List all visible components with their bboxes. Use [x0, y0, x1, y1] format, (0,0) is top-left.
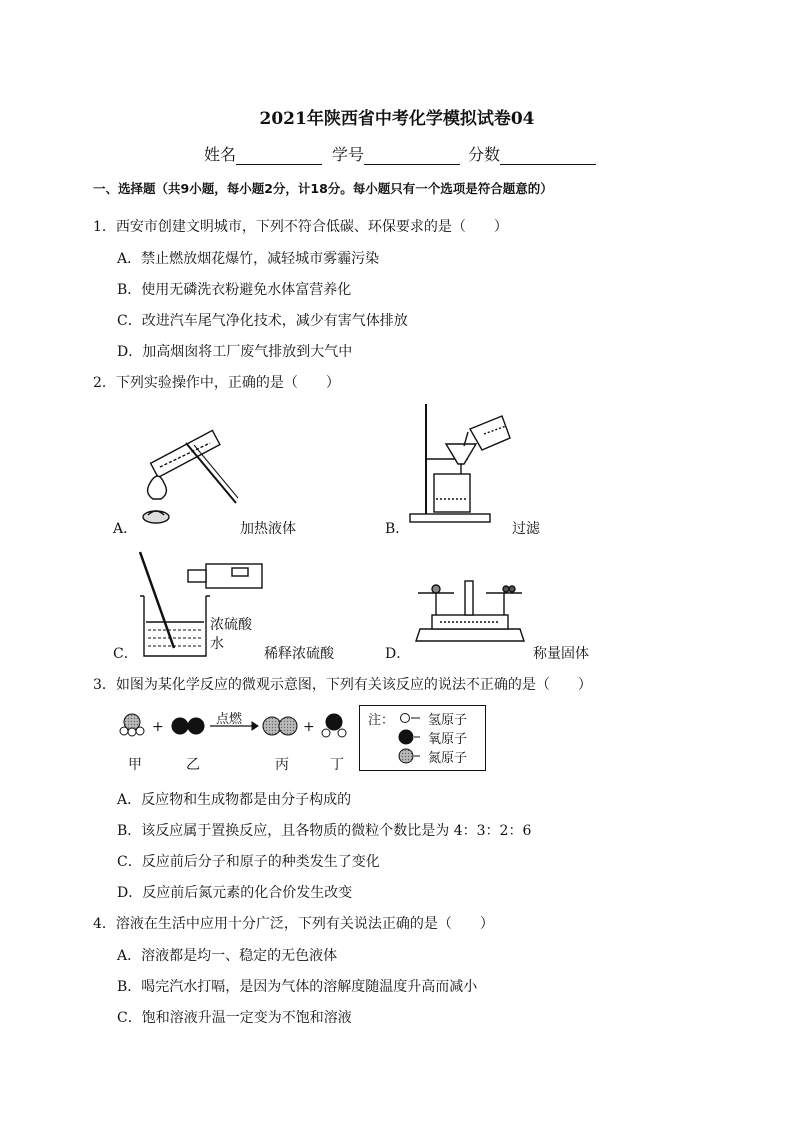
question-1-stem: 1．西安市创建文明城市，下列不符合低碳、环保要求的是（ ）: [93, 219, 508, 235]
label-yi: 乙: [186, 757, 200, 773]
q2-option-a-caption: 加热液体: [240, 521, 296, 537]
score-label: 分数: [468, 145, 501, 164]
q3-option-d[interactable]: D．反应前后氮元素的化合价发生改变: [117, 885, 353, 901]
q1-option-a[interactable]: A．禁止燃放烟花爆竹，减轻城市雾霾污染: [117, 251, 380, 267]
label-ding: 丁: [330, 757, 344, 773]
nitrogen-icon: [399, 749, 413, 763]
legend-icons: [398, 710, 428, 766]
water-label: 水: [210, 636, 224, 652]
score-blank[interactable]: [500, 150, 596, 165]
label-bing: 丙: [275, 757, 289, 773]
plus-sign-1: +: [152, 719, 164, 735]
q1-option-d[interactable]: D．加高烟囱将工厂废气排放到大气中: [117, 344, 353, 360]
q1-option-b[interactable]: B．使用无磷洗衣粉避免水体富营养化: [117, 282, 352, 298]
number-label: 学号: [332, 145, 365, 164]
acid-bottle-figure: [188, 560, 268, 590]
score-field[interactable]: [468, 142, 596, 165]
plus-sign-2: +: [303, 719, 315, 735]
number-blank[interactable]: [364, 150, 460, 165]
q2-option-b-caption: 过滤: [512, 521, 540, 537]
legend-nitrogen: 氮原子: [428, 751, 468, 766]
q2-option-d-caption: 称量固体: [533, 646, 589, 662]
q2-option-c-caption: 稀释浓硫酸: [264, 646, 334, 662]
q2-option-a-letter[interactable]: A．: [113, 521, 138, 537]
heating-liquid-figure: [140, 425, 250, 530]
question-4-stem: 4．溶液在生活中应用十分广泛，下列有关说法正确的是（ ）: [93, 916, 494, 932]
name-blank[interactable]: [236, 150, 322, 165]
q2-option-c-letter[interactable]: C．: [113, 646, 138, 662]
hydrogen-icon: [401, 714, 410, 723]
question-2-stem: 2．下列实验操作中，正确的是（ ）: [93, 375, 340, 391]
q3-option-a[interactable]: A．反应物和生成物都是由分子构成的: [117, 792, 352, 808]
name-field[interactable]: [204, 142, 322, 165]
q3-option-b[interactable]: B．该反应属于置换反应，且各物质的微粒个数比是为 4：3：2：6: [117, 823, 532, 839]
q4-option-c[interactable]: C．饱和溶液升温一定变为不饱和溶液: [117, 1010, 352, 1026]
legend-title: 注：: [368, 713, 395, 728]
acid-label: 浓硫酸: [210, 617, 252, 633]
label-jia: 甲: [128, 757, 142, 773]
balance-figure: [410, 577, 530, 657]
q2-option-d-letter[interactable]: D．: [385, 646, 411, 662]
q3-option-c[interactable]: C．反应前后分子和原子的种类发生了变化: [117, 854, 380, 870]
q4-option-b[interactable]: B．喝完汽水打嗝，是因为气体的溶解度随温度升高而减小: [117, 979, 478, 995]
oxygen-icon: [399, 730, 413, 744]
q1-option-c[interactable]: C．改进汽车尾气净化技术，减少有害气体排放: [117, 313, 408, 329]
q2-option-b-letter[interactable]: B．: [385, 521, 410, 537]
number-field[interactable]: [332, 142, 460, 165]
question-3-stem: 3．如图为某化学反应的微观示意图，下列有关该反应的说法不正确的是（ ）: [93, 677, 592, 693]
legend-box: [359, 705, 486, 771]
legend-oxygen: 氧原子: [428, 732, 468, 747]
filtration-figure: [410, 404, 520, 524]
name-label: 姓名: [204, 145, 237, 164]
reaction-condition: 点燃: [216, 712, 243, 727]
q4-option-a[interactable]: A．溶液都是均一、稳定的无色液体: [117, 948, 338, 964]
section-heading: 一、选择题（共9小题，每小题2分，计18分。每小题只有一个选项是符合题意的）: [93, 181, 553, 196]
exam-title: 2021年陕西省中考化学模拟试卷04: [259, 109, 535, 129]
legend-hydrogen: 氢原子: [428, 713, 468, 728]
